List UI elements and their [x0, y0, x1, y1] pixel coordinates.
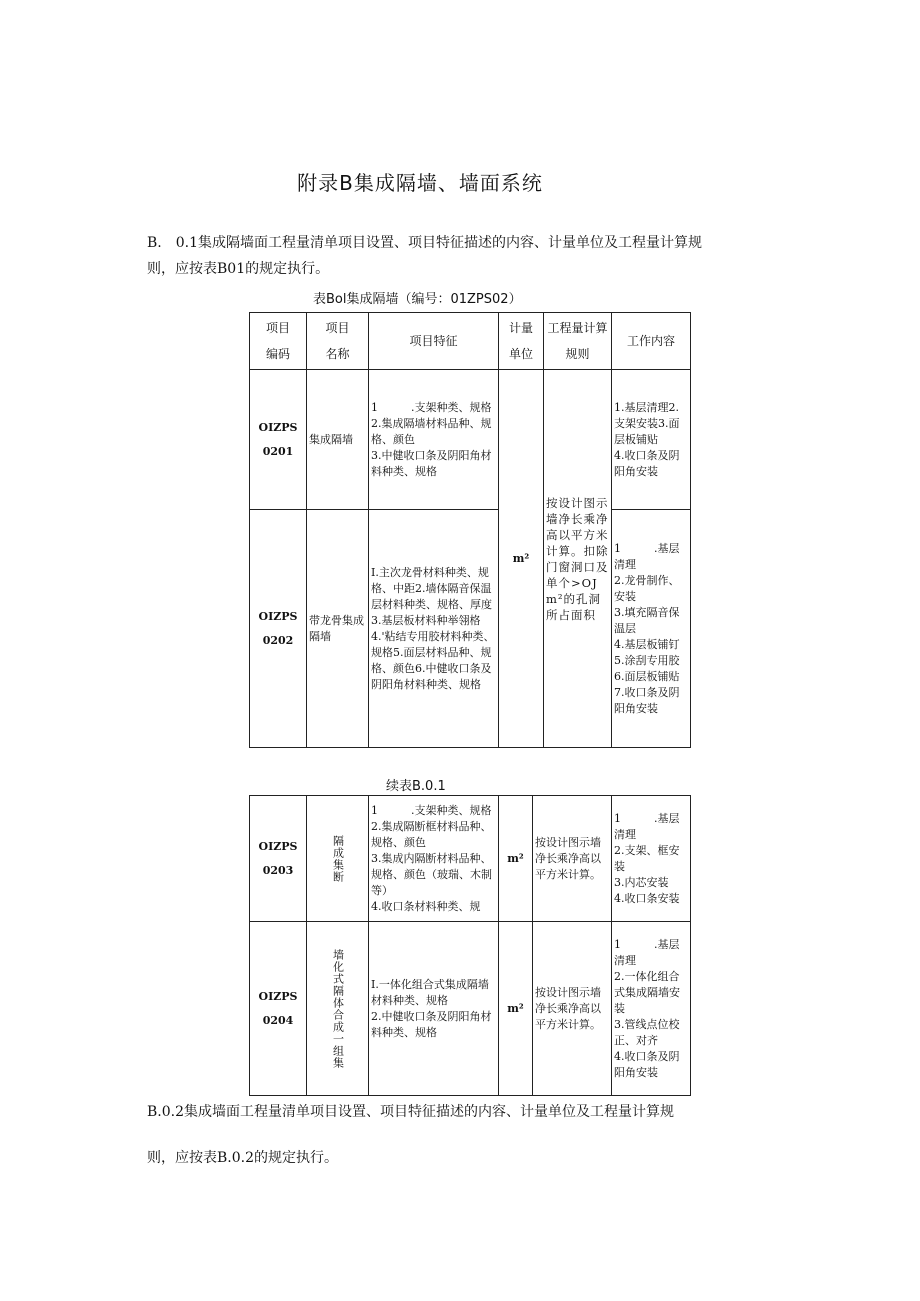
section-b02-paragraph-line2: 则，应按表B.0.2的规定执行。 [147, 1150, 339, 1166]
row-features: I.主次龙骨材料种类、规格、中距2.墙体隔音保温层材料种类、规格、厚度3.基层板材料种举翎格4.'粘结专用胶材料种类、规格5.面层材料品种、规格、颜色6.中健收口条及阴阳角材料种类、规格 [369, 510, 499, 748]
row-code: OIZPS 0203 [250, 796, 307, 922]
table-row [250, 370, 691, 510]
row-rules: 按设计图示墙净长乘净高以平方米计算。 [533, 922, 612, 1096]
page-title: 附录B集成隔墙、墙面系统 [297, 171, 543, 195]
header-name: 项目 名称 [307, 313, 369, 370]
row-unit: m² [499, 922, 533, 1096]
table-b01-continued [249, 795, 691, 1096]
row-name: 集成隔墙 [307, 370, 369, 510]
row-work: 1 .基层清理 2.支架、框安装 3.内芯安装 4.收口条安装 [612, 796, 691, 922]
row-work: 1 .基层清理 2.龙骨制作、安装 3.填充隔音保温层 4.基层板铺钉 5.涂刮专用胶 6.面层板铺贴 7.收口条及阴阳角安装 [612, 510, 691, 748]
row-features: 1 .支架种类、规格 2.集成隔墙材料品种、规格、颜色 3.中健收口条及阴阳角材料种类、规格 [369, 370, 499, 510]
row-unit: m² [499, 370, 544, 748]
table1-header-row [250, 313, 691, 370]
row-features: I.一体化组合式集成隔墙材料种类、规格 2.中健收口条及阴阳角材料种类、规格 [369, 922, 499, 1096]
table2-caption: 续表B.0.1 [386, 779, 446, 794]
table-b01 [249, 312, 691, 748]
header-work: 工作内容 [612, 313, 691, 370]
intro-paragraph: B. 0.1集成隔墙面工程量清单项目设置、项目特征描述的内容、计量单位及工程量计算规则，应按表B01的规定执行。 [147, 235, 703, 277]
table-row [250, 510, 691, 748]
header-code: 项目 编码 [250, 313, 307, 370]
table-row [250, 922, 691, 1096]
section-b02-paragraph-line1: B.0.2集成墙面工程量清单项目设置、项目特征描述的内容、计量单位及工程量计算规 [147, 1104, 675, 1120]
row-rules: 按设计图示墙净长乘净高以平方米计算。扣除门窗洞口及单个>OJm²的孔洞所占面积 [544, 370, 612, 748]
row-code: OIZPS 0201 [250, 370, 307, 510]
row-code: OIZPS 0204 [250, 922, 307, 1096]
row-name: 墙化式隔体合成一组集 [307, 922, 369, 1096]
row-name: 隔成集断 [307, 796, 369, 922]
row-work: 1.基层清理2.支架安装3.面层板铺贴 4.收口条及阴阳角安装 [612, 370, 691, 510]
row-unit: m² [499, 796, 533, 922]
header-unit: 计量 单位 [499, 313, 544, 370]
row-name: 带龙骨集成隔墙 [307, 510, 369, 748]
header-rules: 工程量计算 规则 [544, 313, 612, 370]
header-features: 项目特征 [369, 313, 499, 370]
row-features: 1 .支架种类、规格 2.集成隔断框材料品种、规格、颜色 3.集成内隔断材料品种、规格、颜色（玻瑞、木制等） 4.收口条材料种类、规 [369, 796, 499, 922]
row-work: 1 .基层清理 2.一体化组合式集成隔墙安装 3.管线点位校正、对齐 4.收口条及阴阳角安装 [612, 922, 691, 1096]
table-row [250, 796, 691, 922]
row-code: OIZPS 0202 [250, 510, 307, 748]
row-rules: 按设计图示墙净长乘净高以平方米计算。 [533, 796, 612, 922]
table1-caption: 表Bol集成隔墙（编号：01ZPS02） [313, 292, 522, 307]
